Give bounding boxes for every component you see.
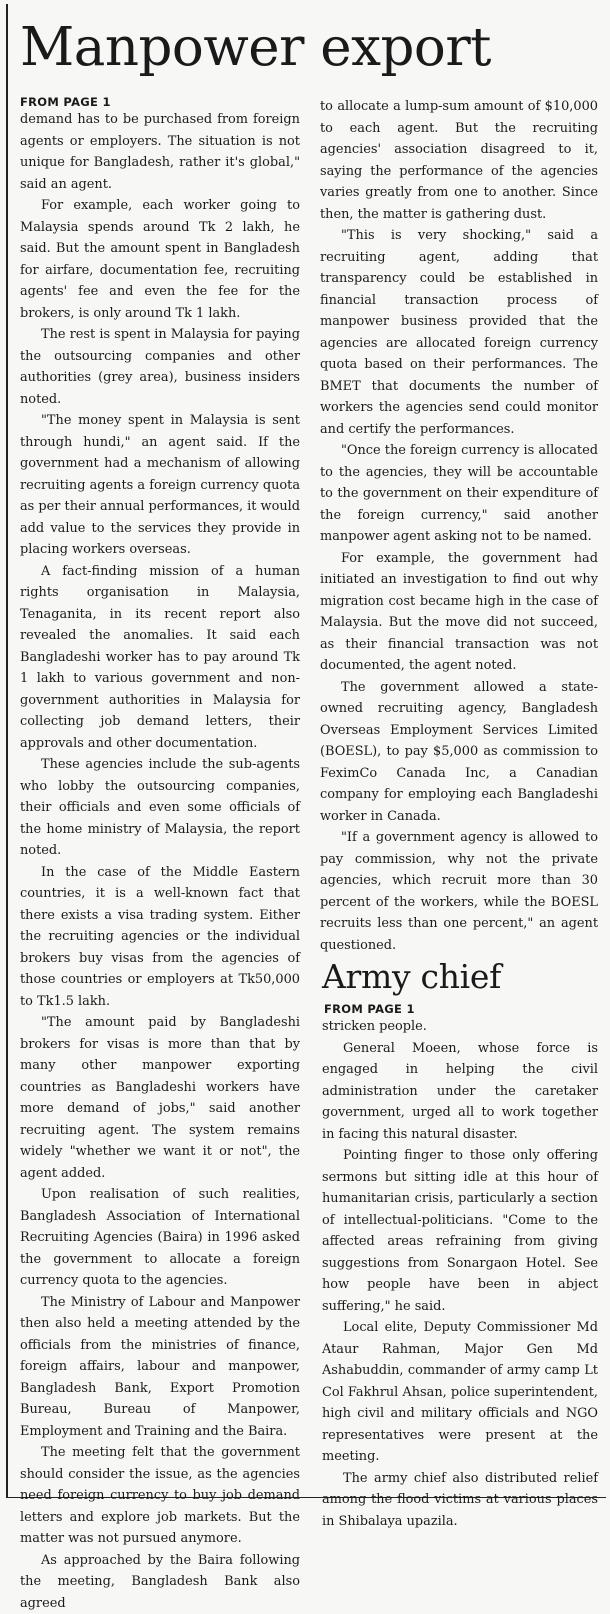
paragraph: "Once the foreign currency is allocated to the agencies, they will be accountable to the government on their expenditure of the foreign currency," said another manpower agent asking not to be named. (320, 440, 598, 548)
paragraph: General Moeen, whose force is engaged in helping the civil administration under the caretaker government, urged all to work together in facing this natural disaster. (322, 1038, 598, 1146)
paragraph: "The amount paid by Bangladeshi brokers for visas is more than that by many other manpower exporting countries as Bangladeshi workers have more demand of jobs," said another recruiting agent. The system remains widely "whether we want it or not", the agent added. (20, 1012, 300, 1184)
paragraph: The government allowed a state-owned recruiting agency, Bangladesh Overseas Employment Services Limited (BOESL), to pay $5,000 as commission to FeximCo Canada Inc, a Canadian company for employing each Bangladeshi worker in Canada. (320, 677, 598, 828)
story-headline: Manpower export (20, 6, 600, 90)
paragraph: Upon realisation of such realities, Bangladesh Association of International Recruiting Agencies (Baira) in 1996 asked the government to allocate a foreign currency quota to the agencies. (20, 1184, 300, 1292)
paragraph: In the case of the Middle Eastern countries, it is a well-known fact that there exists a visa trading system. Either the recruiting agencies or the individual brokers buy visas from the agencies of those countries or employers at Tk50,000 to Tk1.5 lakh. (20, 862, 300, 1013)
paragraph: The meeting felt that the government should consider the issue, as the agencies need foreign currency to buy job demand letters and explore job markets. But the matter was not pursued anymore. (20, 1442, 300, 1550)
paragraph: "This is very shocking," said a recruiting agent, adding that transparency could be established in financial transaction process of manpower business provided that the agencies are allocated foreign currency quota based on their performances. The BMET that documents the number of workers the agencies send could monitor and certify the performances. (320, 225, 598, 440)
paragraph: "If a government agency is allowed to pay commission, why not the private agencies, which recruit more than 30 percent of the workers, while the BOESL recruits less than one percent," an agent questioned. (320, 827, 598, 956)
paragraph: The army chief also distributed relief among the flood victims at various places in Shibalaya upazila. (322, 1468, 598, 1533)
left-column-rule (6, 4, 8, 1498)
paragraph: A fact-finding mission of a human rights organisation in Malaysia, Tenaganita, in its recent report also revealed the anomalies. It said each Bangladeshi worker has to pay around Tk 1 lakh to various government and non-government authorities in Malaysia for collecting job demand letters, their approvals and other documentation. (20, 561, 300, 755)
army-chief-headline: Army chief (322, 954, 501, 1000)
paragraph: For example, each worker going to Malaysia spends around Tk 2 lakh, he said. But the amount spent in Bangladesh for airfare, documentation fee, recruiting agents' fee and even the fee for the brokers, is only around Tk 1 lakh. (20, 195, 300, 324)
paragraph: Pointing finger to those only offering sermons but sitting idle at this hour of humanitarian crisis, particularly a section of intellectual-politicians. "Come to the affected areas refraining from giving suggestions from Sonargaon Hotel. See how people have been in abject suffering," he said. (322, 1145, 598, 1317)
army-chief-column (322, 1016, 598, 1532)
paragraph: For example, the government had initiated an investigation to find out why migration cost became high in the case of Malaysia. But the move did not succeed, as their financial transaction was not documented, the agent noted. (320, 548, 598, 677)
paragraph: demand has to be purchased from foreign agents or employers. The situation is not unique for Bangladesh, rather it's global," said an agent. (20, 109, 300, 195)
paragraph: stricken people. (322, 1016, 598, 1038)
paragraph: These agencies include the sub-agents who lobby the outsourcing companies, their officials and even some officials of the home ministry of Malaysia, the report noted. (20, 754, 300, 862)
story-right-column (320, 96, 598, 956)
paragraph: Local elite, Deputy Commissioner Md Ataur Rahman, Major Gen Md Ashabuddin, commander of army camp Lt Col Fakhrul Ahsan, police superintendent, high civil and military officials and NGO representatives were present at the meeting. (322, 1317, 598, 1468)
from-page-label: FROM PAGE 1 (20, 95, 300, 109)
paragraph: The rest is spent in Malaysia for paying the outsourcing companies and other authorities (grey area), business insiders noted. (20, 324, 300, 410)
story-left-column (20, 95, 300, 1614)
paragraph: The Ministry of Labour and Manpower then also held a meeting attended by the officials from the ministries of finance, foreign affairs, labour and manpower, Bangladesh Bank, Export Promotion Bureau, Bureau of Manpower, Employment and Training and the Baira. (20, 1292, 300, 1443)
paragraph: to allocate a lump-sum amount of $10,000 to each agent. But the recruiting agencies' association disagreed to it, saying the performance of the agencies varies greatly from one to another. Since then, the matter is gathering dust. (320, 96, 598, 225)
paragraph: "The money spent in Malaysia is sent through hundi," an agent said. If the government had a mechanism of allowing recruiting agents a foreign currency quota as per their annual performances, it would add value to the services they provide in placing workers overseas. (20, 410, 300, 561)
army-from-page-label: FROM PAGE 1 (324, 1002, 415, 1016)
paragraph: As approached by the Baira following the meeting, Bangladesh Bank also agreed (20, 1550, 300, 1614)
